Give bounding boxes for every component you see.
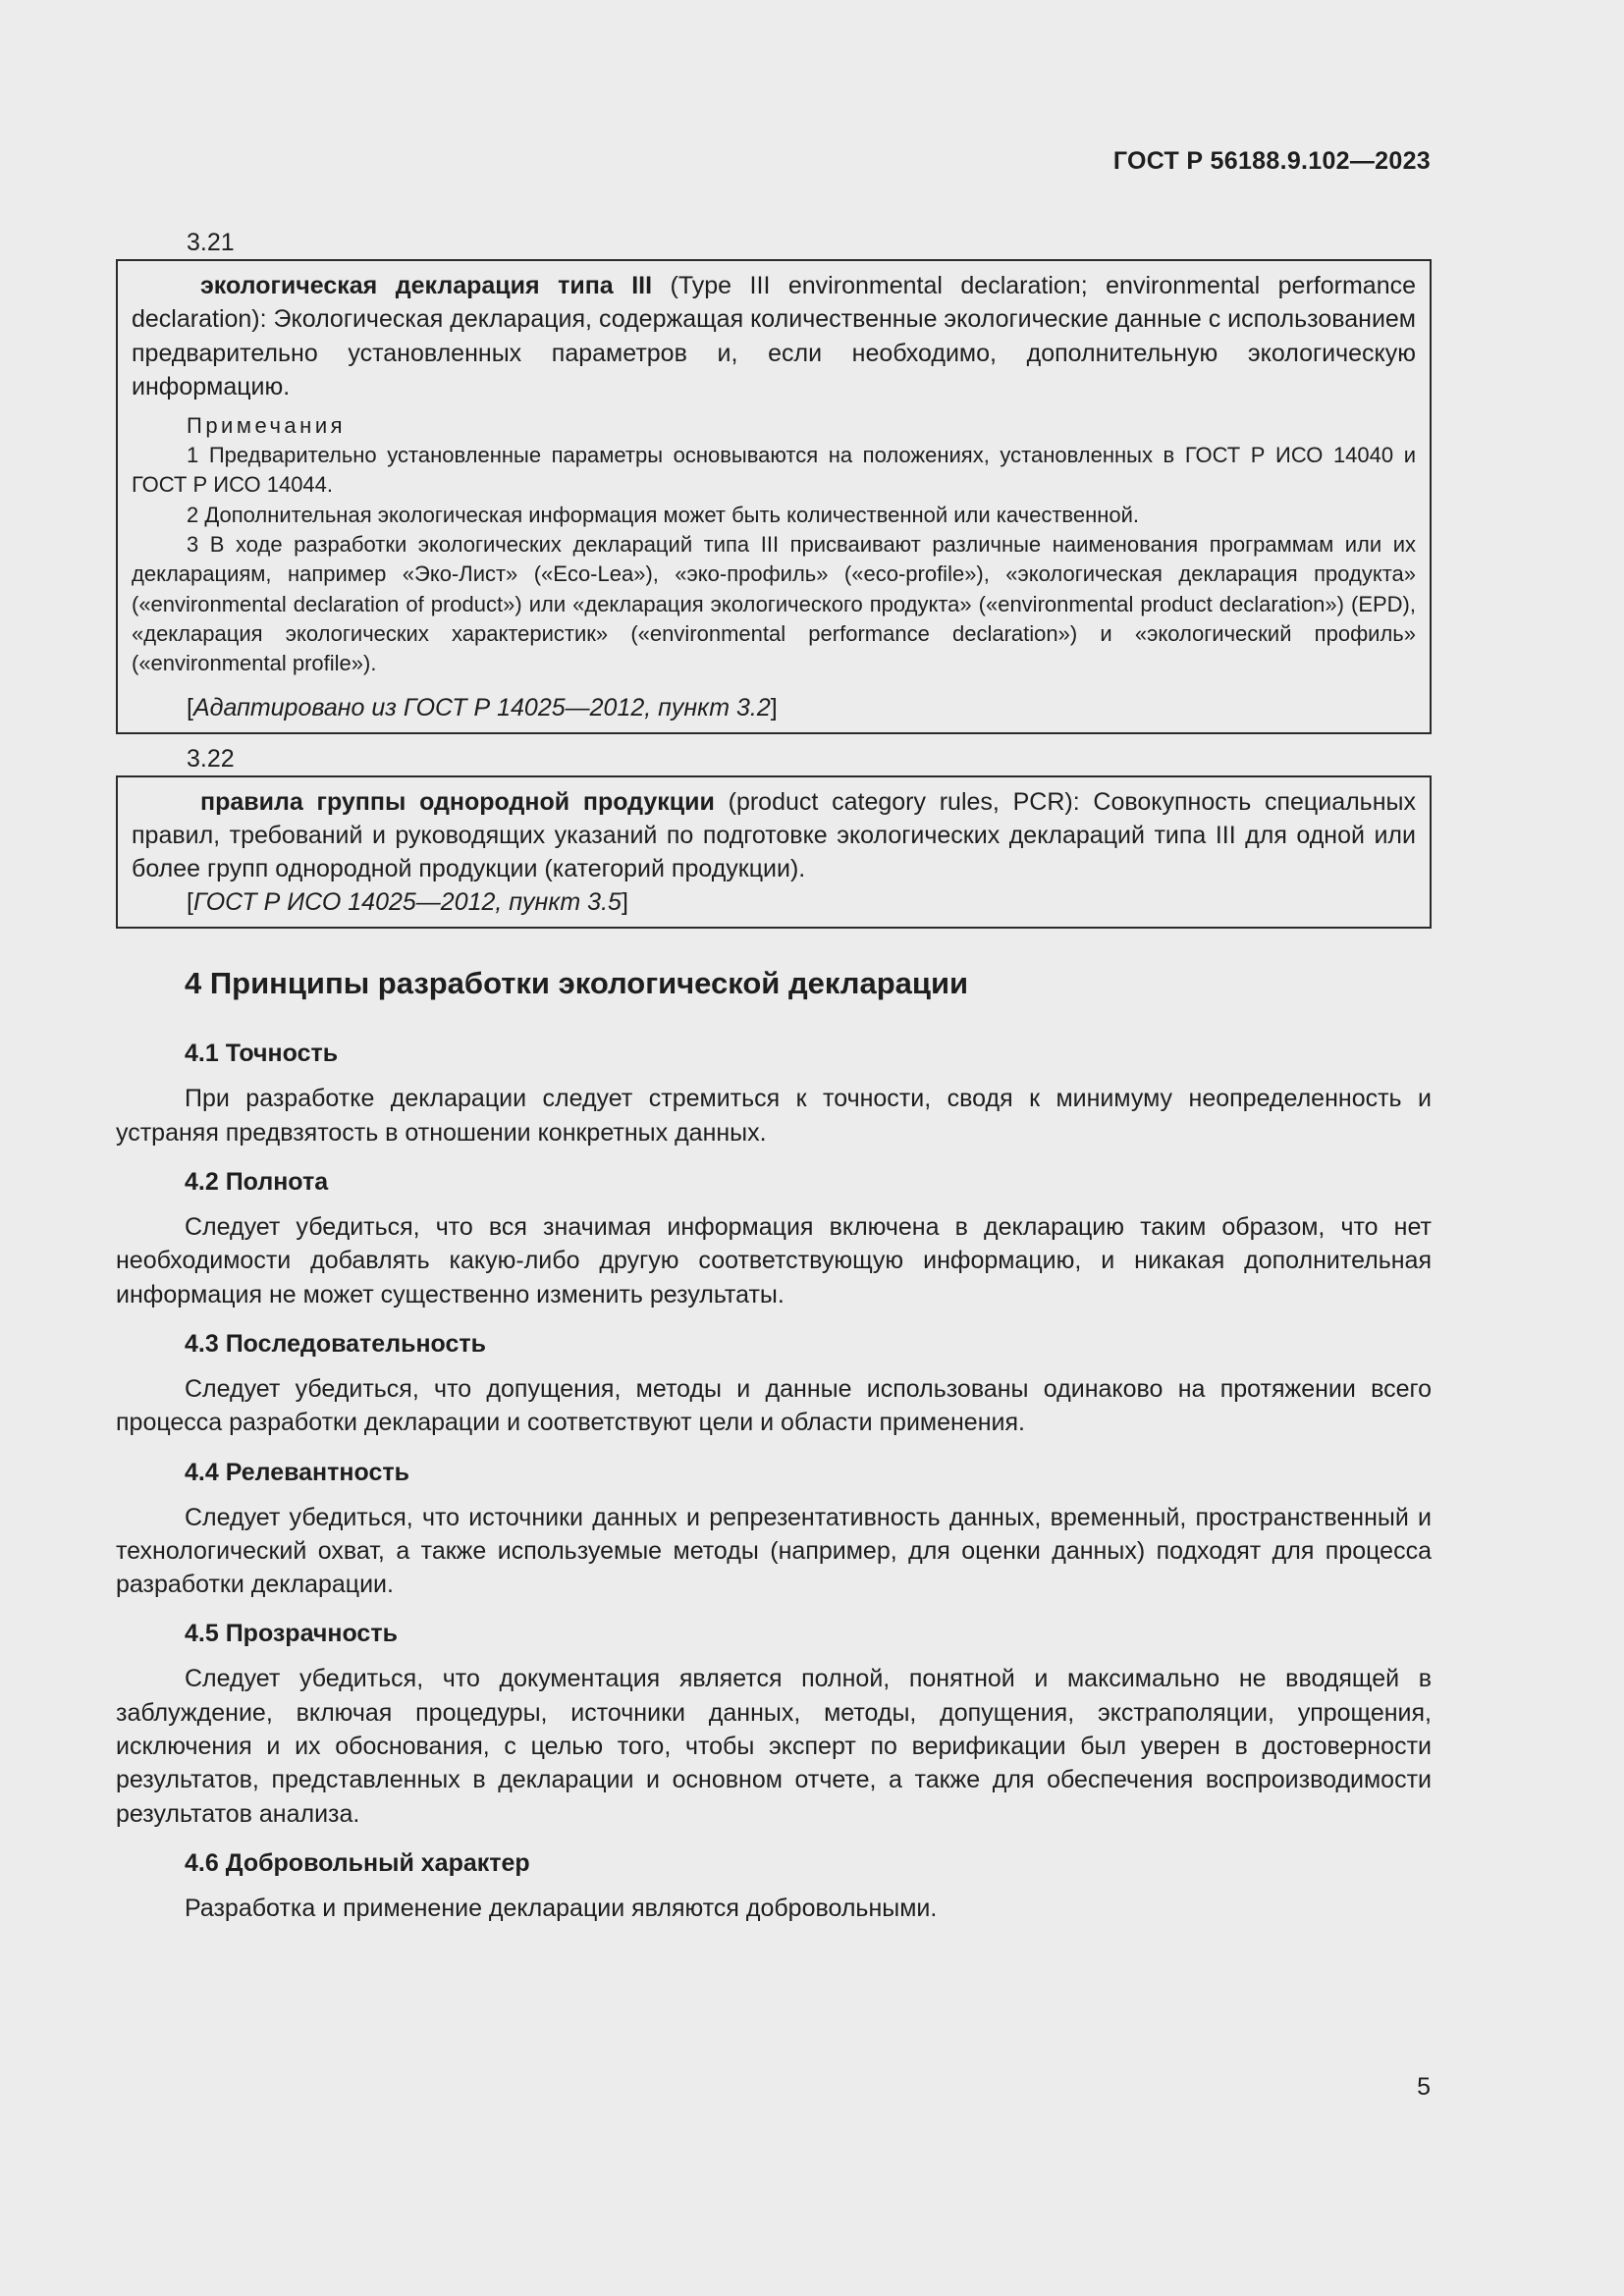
- subsection-title-4-6: 4.6 Добровольный характер: [185, 1848, 530, 1877]
- subsection-text-4-6: Разработка и применение декларации являются добровольными.: [185, 1894, 938, 1922]
- subsection-title-4-1: 4.1 Точность: [185, 1040, 339, 1068]
- page-number: 5: [1417, 2073, 1431, 2101]
- term-source-3-22: [187, 885, 1416, 919]
- subsection-title-4-5: 4.5 Прозрачность: [185, 1620, 398, 1648]
- subsection-title-4-2: 4.2 Полнота: [185, 1168, 329, 1197]
- document-number: ГОСТ Р 56188.9.102—2023: [1112, 147, 1431, 175]
- term-source-3-21: [187, 691, 1416, 724]
- subsection-text-4-5: Следует убедиться, что документация является полной, понятной и максимально не вводящей в заблуждение, включая процедуры, источники данных, методы, допущения, экстраполяции, упрощения, исключения и их обоснования, с целью того, чтобы эксперт по верификации был уверен в достоверности результатов, представленных в декларации и основном отчете, а также для обеспечения воспроизводимости результатов анализа.: [116, 1665, 1432, 1828]
- source-text: ГОСТ Р ИСО 14025—2012, пункт 3.5: [192, 888, 622, 917]
- section-title: 4 Принципы разработки экологической декларации: [185, 966, 969, 1001]
- subsection-text-4-1: При разработке декларации следует стремиться к точности, сводя к минимуму неопределенность и устраняя предвзятость в отношении конкретных данных.: [116, 1085, 1432, 1147]
- term-title-3-22: правила группы однородной продукции: [200, 787, 715, 816]
- term-text-3-22: (product category rules, PCR): Совокупность специальных правил, требований и руководящих указаний по подготовке экологических деклараций типа III для одной или более групп однородной продукции (категорий продукции).: [132, 787, 1416, 883]
- term-title-3-21: экологическая декларация типа III: [200, 272, 653, 299]
- source-bracket-open: [: [187, 888, 193, 917]
- subsection-text-4-4: Следует убедиться, что источники данных и репрезентативность данных, временный, пространственный и технологический охват, а также используемые методы (например, для оценки данных) подходят для процесса разработки декларации.: [116, 1503, 1432, 1599]
- term-box-3-22: [116, 775, 1432, 930]
- term-number-3-21: 3.21: [187, 229, 235, 256]
- subsection-text-4-3: Следует убедиться, что допущения, методы и данные использованы одинаково на протяжении всего процесса разработки декларации и соответствуют цели и области применения.: [116, 1374, 1432, 1437]
- page-content: [116, 226, 1432, 1925]
- source-bracket-open: [: [187, 693, 193, 721]
- notes-title: Примечания: [187, 413, 347, 439]
- note-2: 2 Дополнительная экологическая информация может быть количественной или качественной.: [187, 502, 1140, 527]
- term-definition-3-21: [132, 269, 1416, 403]
- subsection-text-4-2: Следует убедиться, что вся значимая информация включена в декларацию таким образом, что нет необходимости добавлять какую-либо другую соответствующую информацию, и никакая дополнительная информация не может существенно изменить результаты.: [116, 1213, 1432, 1308]
- term-definition-3-22: [132, 785, 1416, 886]
- source-text: Адаптировано из ГОСТ Р 14025—2012, пункт 3.2: [192, 693, 771, 721]
- term-box-3-21: [116, 259, 1432, 734]
- source-bracket-close: ]: [621, 888, 628, 917]
- note-3: 3 В ходе разработки экологических деклараций типа III присваивают различные наименования программам или их декларациям, например «Эко-Лист» («Eco-Lea»), «эко-профиль» («eco-profile»), «экологическая декларация продукта» («environmental declaration of product») или «декларация экологического продукта» («environmental product declaration») (EPD), «декларация экологических характеристик» («environmental performance declaration») и «экологический профиль» («environmental profile»).: [132, 532, 1416, 676]
- source-bracket-close: ]: [770, 693, 778, 721]
- subsection-title-4-3: 4.3 Последовательность: [185, 1329, 487, 1358]
- note-1: 1 Предварительно установленные параметры основываются на положениях, установленных в ГОСТ Р ИСО 14040 и ГОСТ Р ИСО 14044.: [132, 443, 1416, 498]
- subsection-title-4-4: 4.4 Релевантность: [185, 1458, 409, 1486]
- term-number-3-22: 3.22: [187, 744, 235, 773]
- term-text-3-21: (Type III environmental declaration; environmental performance declaration): Экологическая декларация, содержащая количественные экологические данные с использованием предварительно установленных параметров и, если необходимо, дополнительную экологическую информацию.: [132, 272, 1416, 400]
